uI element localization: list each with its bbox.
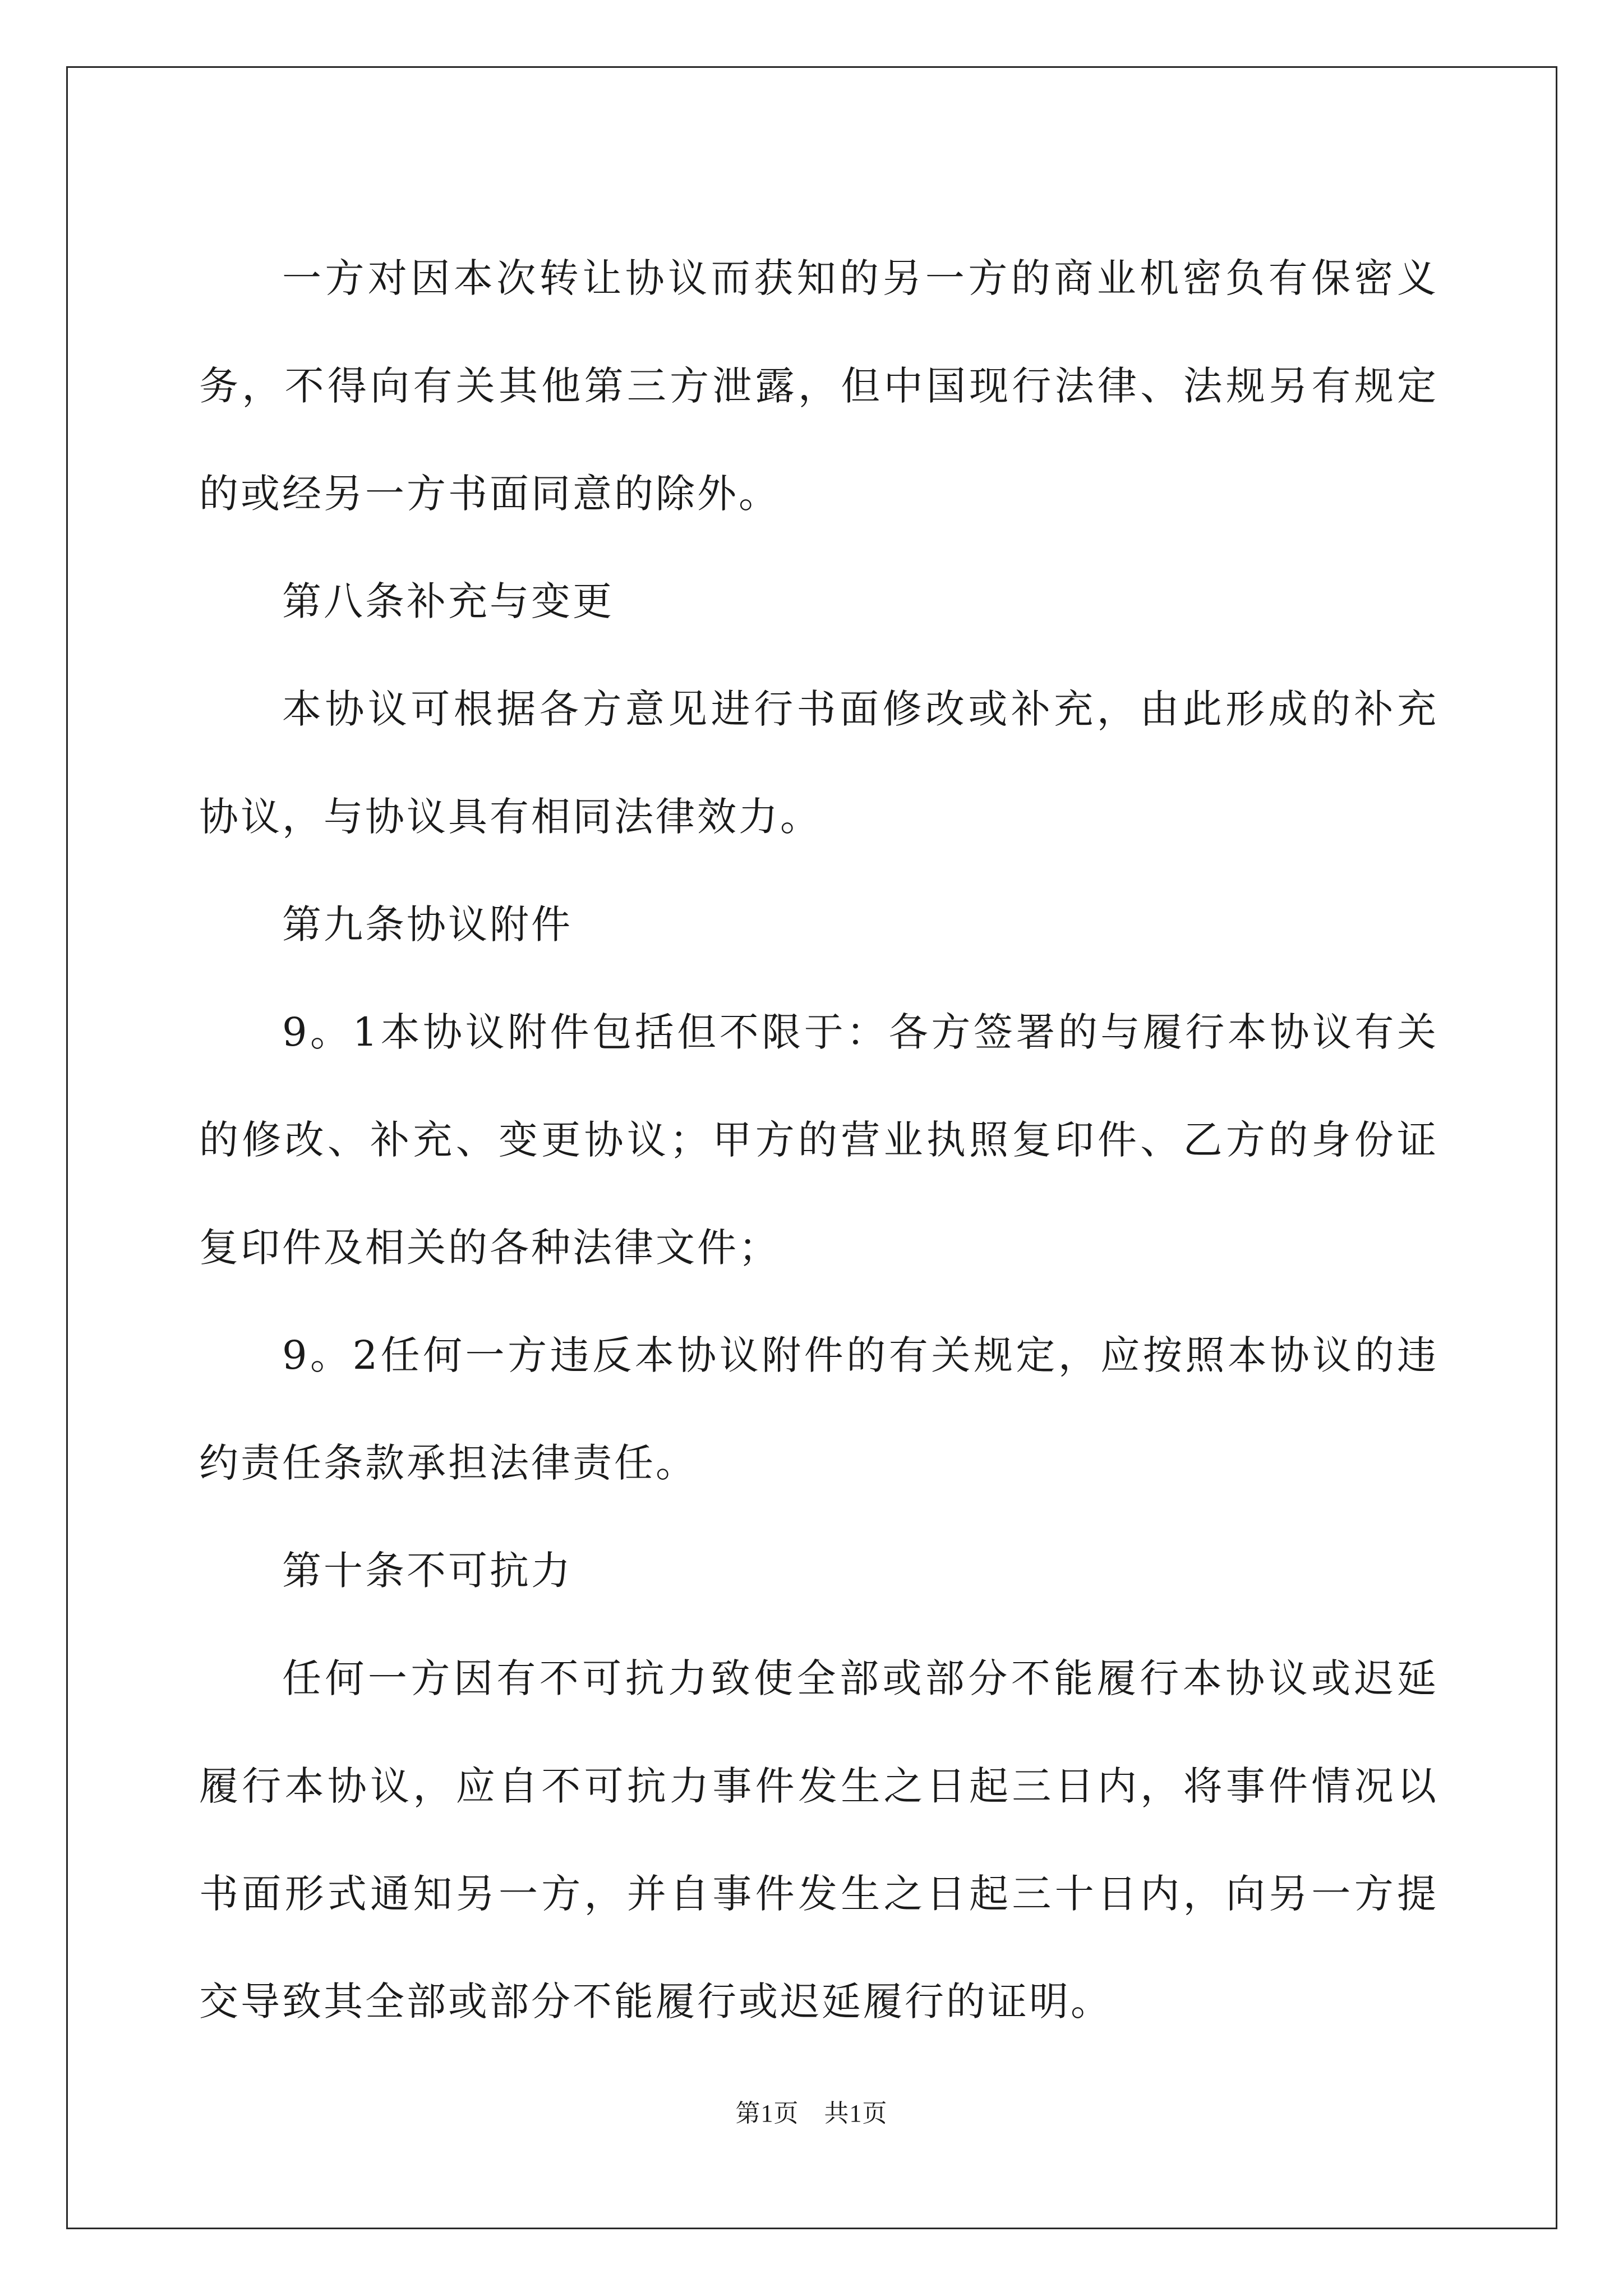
heading-article-9: 第九条协议附件 [282,901,573,947]
page-number-footer: 第1页 共1页 [735,2100,888,2127]
paragraph-force-majeure: 任何一方因有不可抗力致使全部或部分不能履行本协议或迟延履行本协议，应自不可抗力事件发生之日起三日内，将事件情况以书面形式通知另一方，并自事件发生之日起三十日内，向另一方提交导致其全部或部分不能履行或迟延履行的证明。 [199,1655,1438,2024]
heading-article-10: 第十条不可抗力 [282,1548,573,1594]
paragraph-clause-9-1: 9。1本协议附件包括但不限于：各方签署的与履行本协议有关的修改、补充、变更协议；甲方的营业执照复印件、乙方的身份证复印件及相关的各种法律文件； [199,1009,1438,1271]
paragraph-confidentiality: 一方对因本次转让协议而获知的另一方的商业机密负有保密义务，不得向有关其他第三方泄露，但中国现行法律、法规另有规定的或经另一方书面同意的除外。 [199,255,1438,517]
heading-article-8: 第八条补充与变更 [282,578,614,624]
paragraph-clause-9-2: 9。2任何一方违反本协议附件的有关规定，应按照本协议的违约责任条款承担法律责任。 [199,1332,1438,1486]
paragraph-amendment: 本协议可根据各方意见进行书面修改或补充，由此形成的补充协议，与协议具有相同法律效力。 [199,686,1438,840]
document-body [199,224,1438,2055]
